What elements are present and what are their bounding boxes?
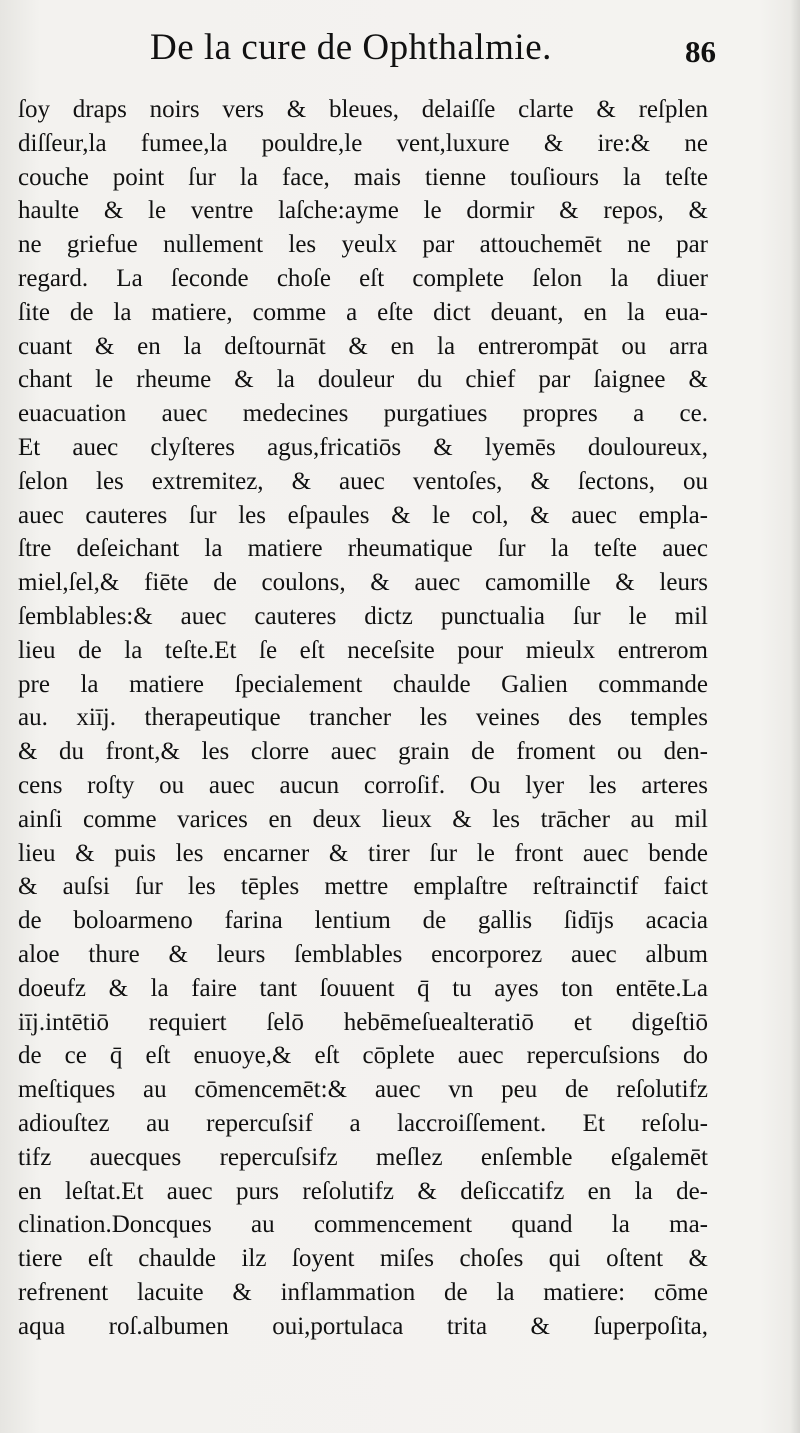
text-line: Et auec clyſteres agus,fricatiōs & lyemēs douloureux, <box>18 433 708 461</box>
text-line: aqua roſ.albumen oui,portulaca trita & ſuperpoſita, <box>18 1312 708 1340</box>
text-line: couche point ſur la face, mais tienne touſiours la teſte <box>18 163 708 191</box>
text-line: ſite de la matiere, comme a eſte dict deuant, en la eua- <box>18 298 708 326</box>
page-number: 86 <box>685 34 716 69</box>
text-line: ainſi comme varices en deux lieux & les trācher au mil <box>18 805 708 833</box>
text-line: adiouſtez au repercuſsif a laccroiſſement. Et reſolu- <box>18 1109 708 1137</box>
text-line: & auſsi ſur les tēples mettre emplaſtre reſtrainctif faict <box>18 873 708 901</box>
text-line: diſſeur,la fumee,la pouldre,le vent,luxure & ire:& ne <box>18 129 708 157</box>
text-line: doeufz & la faire tant ſouuent q̄ tu ayes ton entēte.La <box>18 974 708 1002</box>
text-line: iīj.intētiō requiert ſelō hebēmeſuealteratiō et digeſtiō <box>18 1008 708 1036</box>
text-line: clination.Doncques au commencement quand la ma- <box>18 1211 708 1239</box>
text-line: de boloarmeno farina lentium de gallis ſidījs acacia <box>18 907 708 935</box>
text-line: aloe thure & leurs ſemblables encorporez auec album <box>18 940 708 968</box>
text-line: tiere eſt chaulde ilz ſoyent miſes choſes qui oſtent & <box>18 1245 708 1273</box>
text-line: haulte & le ventre laſche:ayme le dormir & repos, & <box>18 197 708 225</box>
text-line: miel,ſel,& fiēte de coulons, & auec camomille & leurs <box>18 569 708 597</box>
text-line: meſtiques au cōmencemēt:& auec vn peu de reſolutifz <box>18 1076 708 1104</box>
text-line: regard. La ſeconde choſe eſt complete ſelon la diuer <box>18 264 708 292</box>
text-line: pre la matiere ſpecialement chaulde Galien commande <box>18 670 708 698</box>
text-line: ſelon les extremitez, & auec ventoſes, & ſectons, ou <box>18 467 708 495</box>
text-line: au. xiīj. therapeutique trancher les veines des temples <box>18 704 708 732</box>
text-line: ſtre deſeichant la matiere rheumatique ſur la teſte auec <box>18 535 708 563</box>
text-line: lieu de la teſte.Et ſe eſt neceſsite pour mieulx entrerom <box>18 636 708 664</box>
text-line: de ce q̄ eſt enuoye,& eſt cōplete auec repercuſsions do <box>18 1042 708 1070</box>
text-line: ſemblables:& auec cauteres dictz punctualia ſur le mil <box>18 602 708 630</box>
text-line: refrenent lacuite & inflammation de la matiere: cōme <box>18 1278 708 1306</box>
page-edge-shadow <box>790 0 800 1433</box>
text-line: cuant & en la deſtournāt & en la entrerompāt ou arra <box>18 332 708 360</box>
text-line: cens roſty ou auec aucun corroſif. Ou lyer les arteres <box>18 771 708 799</box>
text-line: chant le rheume & la douleur du chief par ſaignee & <box>18 366 708 394</box>
text-line: tifz auecques repercuſsifz meſlez enſemble eſgalemēt <box>18 1143 708 1171</box>
text-line: ne griefue nullement les yeulx par attouchemēt ne par <box>18 231 708 259</box>
text-line: ſoy draps noirs vers & bleues, delaiſſe clarte & reſplen <box>18 96 708 123</box>
running-title: De la cure de Ophthalmie. <box>150 27 552 68</box>
text-line: lieu & puis les encarner & tirer ſur le front auec bende <box>18 839 708 867</box>
body-text <box>18 93 708 1343</box>
text-line: & du front,& les clorre auec grain de froment ou den- <box>18 738 708 766</box>
text-line: euacuation auec medecines purgatiues propres a ce. <box>18 400 708 428</box>
text-line: auec cauteres ſur les eſpaules & le col, & auec empla- <box>18 501 708 529</box>
text-line: en leſtat.Et auec purs reſolutifz & deſiccatifz en la de- <box>18 1177 708 1205</box>
